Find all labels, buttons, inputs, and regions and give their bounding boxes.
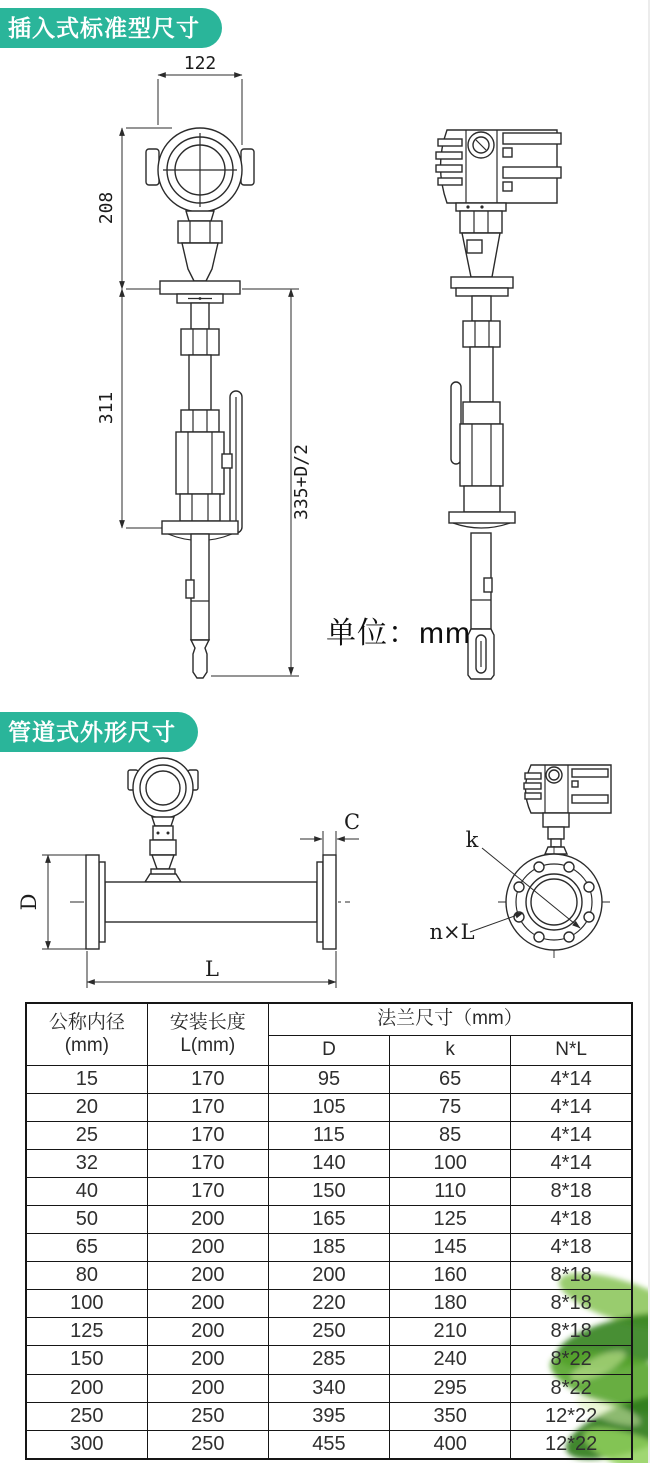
cell-install-length: 200	[147, 1346, 268, 1374]
cell-flange-d: 105	[268, 1093, 389, 1121]
cell-nominal-diameter: 40	[26, 1177, 147, 1205]
table-row	[26, 1093, 632, 1121]
cell-flange-nl: 12*22	[511, 1402, 632, 1430]
table-row	[26, 1121, 632, 1149]
cell-flange-k: 75	[390, 1093, 511, 1121]
cell-flange-d: 115	[268, 1121, 389, 1149]
cell-flange-k: 85	[390, 1121, 511, 1149]
table-row	[26, 1318, 632, 1346]
cell-flange-k: 240	[390, 1346, 511, 1374]
cell-flange-nl: 4*14	[511, 1149, 632, 1177]
flange-face-view	[429, 765, 611, 958]
table-row	[26, 1149, 632, 1177]
cell-flange-d: 165	[268, 1205, 389, 1233]
cell-install-length: 200	[147, 1262, 268, 1290]
cell-flange-k: 160	[390, 1262, 511, 1290]
cell-flange-d: 455	[268, 1430, 389, 1459]
dim-208: 208	[96, 191, 117, 225]
cell-nominal-diameter: 250	[26, 1402, 147, 1430]
table-row	[26, 1402, 632, 1430]
table-row	[26, 1234, 632, 1262]
cell-flange-k: 400	[390, 1430, 511, 1459]
cell-install-length: 170	[147, 1121, 268, 1149]
header-install-length: 安装长度 L(mm)	[147, 1003, 268, 1065]
cell-install-length: 170	[147, 1177, 268, 1205]
cell-flange-nl: 4*14	[511, 1093, 632, 1121]
section-badge-insertion: 插入式标准型尺寸	[0, 8, 222, 48]
cell-flange-k: 180	[390, 1290, 511, 1318]
header-flange-size: 法兰尺寸（mm）	[268, 1003, 632, 1035]
cell-nominal-diameter: 25	[26, 1121, 147, 1149]
cell-install-length: 200	[147, 1290, 268, 1318]
cell-nominal-diameter: 150	[26, 1346, 147, 1374]
cell-flange-nl: 8*18	[511, 1290, 632, 1318]
cell-flange-d: 250	[268, 1318, 389, 1346]
table-row	[26, 1205, 632, 1233]
cell-install-length: 170	[147, 1093, 268, 1121]
cell-nominal-diameter: 80	[26, 1262, 147, 1290]
cell-flange-nl: 8*18	[511, 1318, 632, 1346]
front-view	[146, 128, 254, 678]
cell-nominal-diameter: 125	[26, 1318, 147, 1346]
header-nominal-diameter: 公称内径 (mm)	[26, 1003, 147, 1065]
cell-flange-k: 350	[390, 1402, 511, 1430]
cell-flange-nl: 4*18	[511, 1234, 632, 1262]
cell-flange-d: 95	[268, 1065, 389, 1093]
cell-nominal-diameter: 300	[26, 1430, 147, 1459]
cell-install-length: 200	[147, 1318, 268, 1346]
cell-flange-k: 210	[390, 1318, 511, 1346]
cell-nominal-diameter: 100	[26, 1290, 147, 1318]
cell-flange-nl: 8*18	[511, 1262, 632, 1290]
dim-122: 122	[183, 55, 217, 74]
pipeline-type-drawing	[0, 755, 650, 997]
dim-d: D	[17, 893, 41, 911]
table-header	[26, 1003, 632, 1065]
cell-flange-d: 395	[268, 1402, 389, 1430]
insertion-type-drawing	[0, 55, 650, 705]
cell-install-length: 200	[147, 1205, 268, 1233]
flange-dimension-table	[25, 1002, 633, 1460]
table-row	[26, 1290, 632, 1318]
header-flange-d: D	[268, 1035, 389, 1065]
cell-install-length: 200	[147, 1374, 268, 1402]
table-row	[26, 1374, 632, 1402]
dim-l: L	[205, 957, 219, 981]
cell-nominal-diameter: 200	[26, 1374, 147, 1402]
dim-k: k	[465, 828, 479, 852]
cell-flange-k: 125	[390, 1205, 511, 1233]
cell-nominal-diameter: 65	[26, 1234, 147, 1262]
cell-nominal-diameter: 50	[26, 1205, 147, 1233]
cell-flange-k: 100	[390, 1149, 511, 1177]
unit-label: 单位：mm	[326, 617, 471, 650]
table-row	[26, 1346, 632, 1374]
pipe-assembly	[17, 758, 360, 988]
cell-flange-k: 110	[390, 1177, 511, 1205]
dim-c: C	[343, 810, 361, 834]
table-row	[26, 1177, 632, 1205]
dim-nxl: n×L	[429, 920, 475, 944]
cell-flange-nl: 4*14	[511, 1121, 632, 1149]
cell-flange-nl: 8*22	[511, 1374, 632, 1402]
cell-flange-d: 200	[268, 1262, 389, 1290]
cell-flange-nl: 8*22	[511, 1346, 632, 1374]
cell-flange-k: 145	[390, 1234, 511, 1262]
cell-flange-d: 140	[268, 1149, 389, 1177]
cell-flange-nl: 4*14	[511, 1065, 632, 1093]
cell-nominal-diameter: 20	[26, 1093, 147, 1121]
table-row	[26, 1065, 632, 1093]
cell-install-length: 250	[147, 1430, 268, 1459]
cell-nominal-diameter: 15	[26, 1065, 147, 1093]
header-flange-nl: N*L	[511, 1035, 632, 1065]
cell-flange-k: 65	[390, 1065, 511, 1093]
cell-flange-d: 185	[268, 1234, 389, 1262]
side-view	[436, 130, 561, 679]
dim-311: 311	[96, 391, 117, 425]
section-badge-pipeline: 管道式外形尺寸	[0, 712, 198, 752]
table-row	[26, 1262, 632, 1290]
header-flange-k: k	[390, 1035, 511, 1065]
cell-flange-nl: 12*22	[511, 1430, 632, 1459]
cell-flange-nl: 8*18	[511, 1177, 632, 1205]
cell-install-length: 170	[147, 1065, 268, 1093]
cell-flange-k: 295	[390, 1374, 511, 1402]
cell-flange-d: 285	[268, 1346, 389, 1374]
table-row	[26, 1430, 632, 1459]
cell-flange-nl: 4*18	[511, 1205, 632, 1233]
cell-install-length: 200	[147, 1234, 268, 1262]
cell-nominal-diameter: 32	[26, 1149, 147, 1177]
cell-flange-d: 150	[268, 1177, 389, 1205]
cell-install-length: 250	[147, 1402, 268, 1430]
cell-install-length: 170	[147, 1149, 268, 1177]
table-body	[26, 1065, 632, 1459]
dim-335-d2: 335+D/2	[291, 444, 312, 520]
cell-flange-d: 220	[268, 1290, 389, 1318]
cell-flange-d: 340	[268, 1374, 389, 1402]
